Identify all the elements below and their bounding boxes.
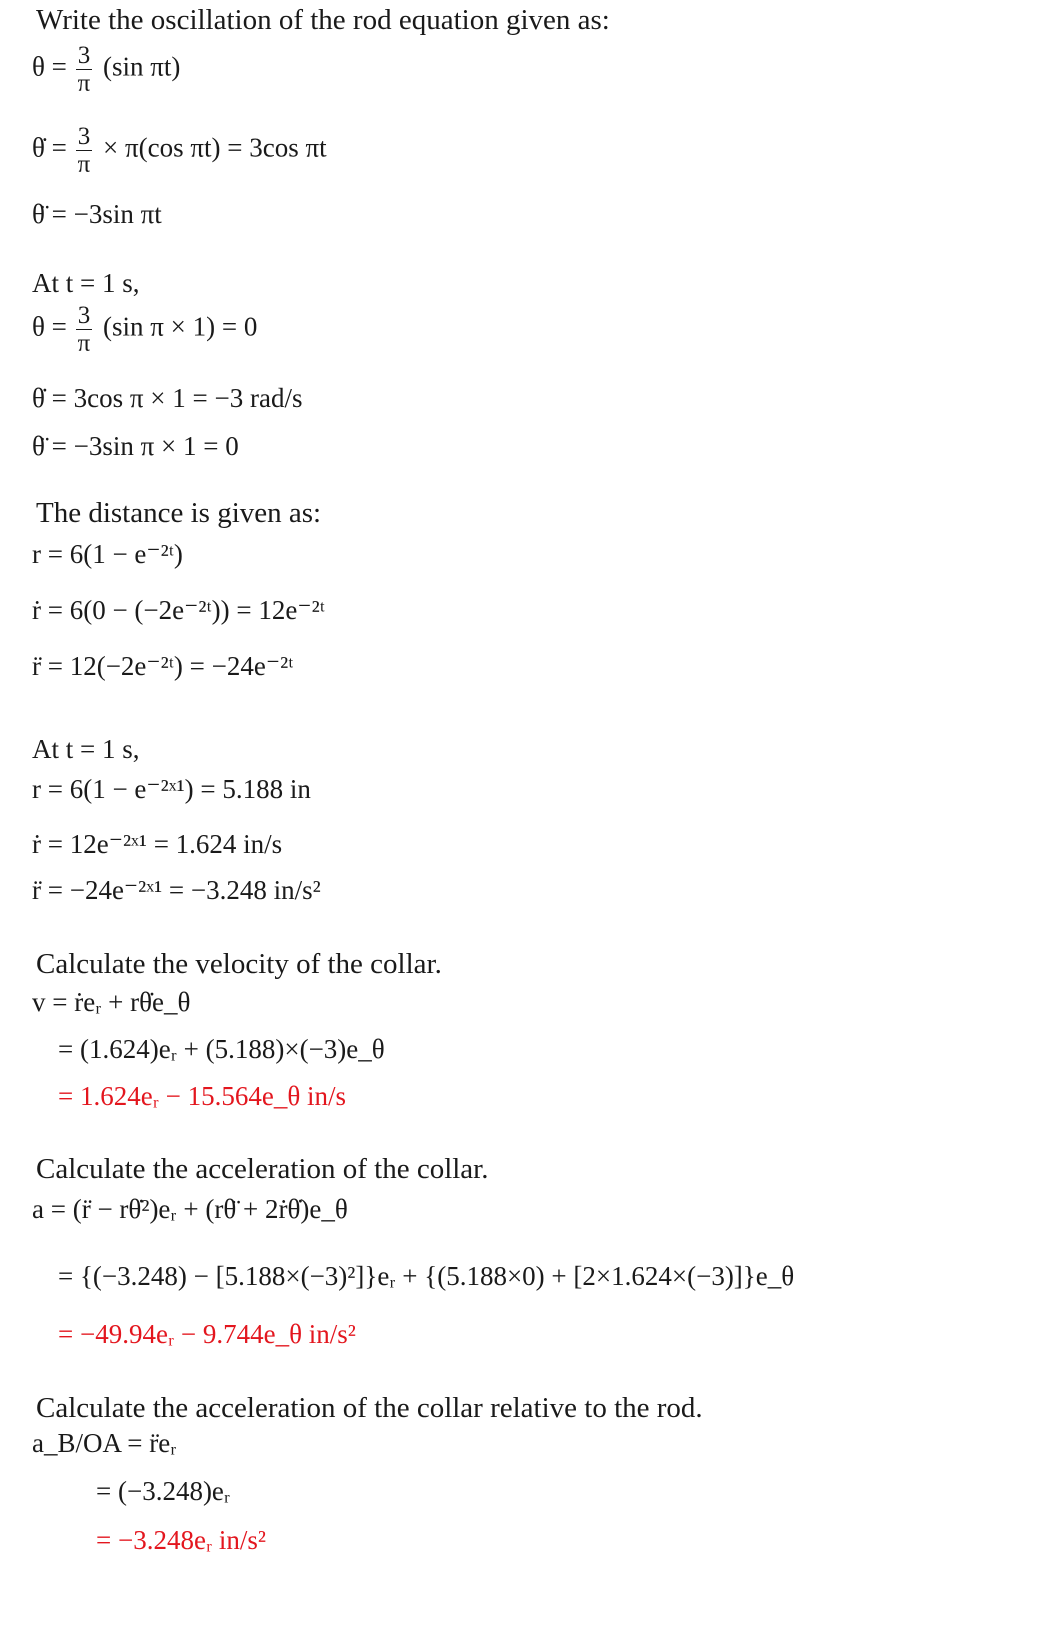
fraction-numerator: 3 <box>76 42 93 70</box>
eq-velocity-result: = 1.624eᵣ − 15.564e_θ in/s <box>58 1081 347 1111</box>
eq-theta-dot <box>32 123 327 178</box>
fraction-denominator: π <box>77 151 91 178</box>
fraction-denominator: π <box>77 70 91 97</box>
eq-r-ddot: r̈ = 12(−2e⁻²ᵗ) = −24e⁻²ᵗ <box>32 651 294 681</box>
eq-velocity-substituted: = (1.624)eᵣ + (5.188)×(−3)e_θ <box>58 1034 385 1064</box>
eq-acceleration-result: = −49.94eᵣ − 9.744e_θ in/s² <box>58 1319 356 1349</box>
eq-theta-lhs: θ = <box>32 51 67 82</box>
eq-r: r = 6(1 − e⁻²ᵗ) <box>32 539 183 569</box>
eq-relative-acceleration: a_B/OA = r̈eᵣ <box>32 1428 177 1458</box>
eq-theta-dot-lhs: θ̇ = <box>32 132 67 163</box>
eq-theta-ddot: θ̈ = −3sin πt <box>32 199 162 229</box>
eq-theta-at-t1-lhs: θ = <box>32 311 67 342</box>
heading-velocity: Calculate the velocity of the collar. <box>36 948 442 980</box>
eq-theta-at-t1-rhs: (sin π × 1) = 0 <box>103 311 258 342</box>
eq-relative-acceleration-substituted: = (−3.248)eᵣ <box>96 1476 231 1506</box>
eq-theta-at-t1 <box>32 302 257 357</box>
label-at-t1: At t = 1 s, <box>32 268 140 298</box>
eq-theta <box>32 42 180 97</box>
heading-relative-acceleration: Calculate the acceleration of the collar relative to the rod. <box>36 1392 703 1424</box>
fraction-numerator: 3 <box>76 123 93 151</box>
heading-acceleration: Calculate the acceleration of the collar. <box>36 1153 489 1185</box>
eq-r-dot-at-t1: ṙ = 12e⁻²ˣ¹ = 1.624 in/s <box>32 829 283 859</box>
eq-r-at-t1: r = 6(1 − e⁻²ˣ¹) = 5.188 in <box>32 774 311 804</box>
eq-r-ddot-at-t1: r̈ = −24e⁻²ˣ¹ = −3.248 in/s² <box>32 875 321 905</box>
eq-theta-ddot-at-t1: θ̈ = −3sin π × 1 = 0 <box>32 431 239 461</box>
eq-r-dot: ṙ = 6(0 − (−2e⁻²ᵗ)) = 12e⁻²ᵗ <box>32 595 325 625</box>
eq-acceleration-substituted: = {(−3.248) − [5.188×(−3)²]}eᵣ + {(5.188×0) + [2×1.624×(−3)]}e_θ <box>58 1261 795 1291</box>
eq-theta-fraction <box>76 42 93 97</box>
eq-acceleration: a = (r̈ − rθ̇²)eᵣ + (rθ̈ + 2ṙθ̇)e_θ <box>32 1194 348 1224</box>
eq-theta-at-t1-fraction <box>76 302 93 357</box>
fraction-numerator: 3 <box>76 302 93 330</box>
eq-relative-acceleration-result: = −3.248eᵣ in/s² <box>96 1525 266 1555</box>
eq-theta-dot-rhs: × π(cos πt) = 3cos πt <box>103 132 327 163</box>
eq-theta-dot-fraction <box>76 123 93 178</box>
label-at-t1-second: At t = 1 s, <box>32 734 140 764</box>
eq-theta-rhs: (sin πt) <box>103 51 181 82</box>
eq-velocity: v = ṙeᵣ + rθ̇e_θ <box>32 987 191 1017</box>
heading-distance: The distance is given as: <box>36 497 322 529</box>
heading-oscillation: Write the oscillation of the rod equation given as: <box>36 4 610 36</box>
fraction-denominator: π <box>77 330 91 357</box>
eq-theta-dot-at-t1: θ̇ = 3cos π × 1 = −3 rad/s <box>32 383 303 413</box>
